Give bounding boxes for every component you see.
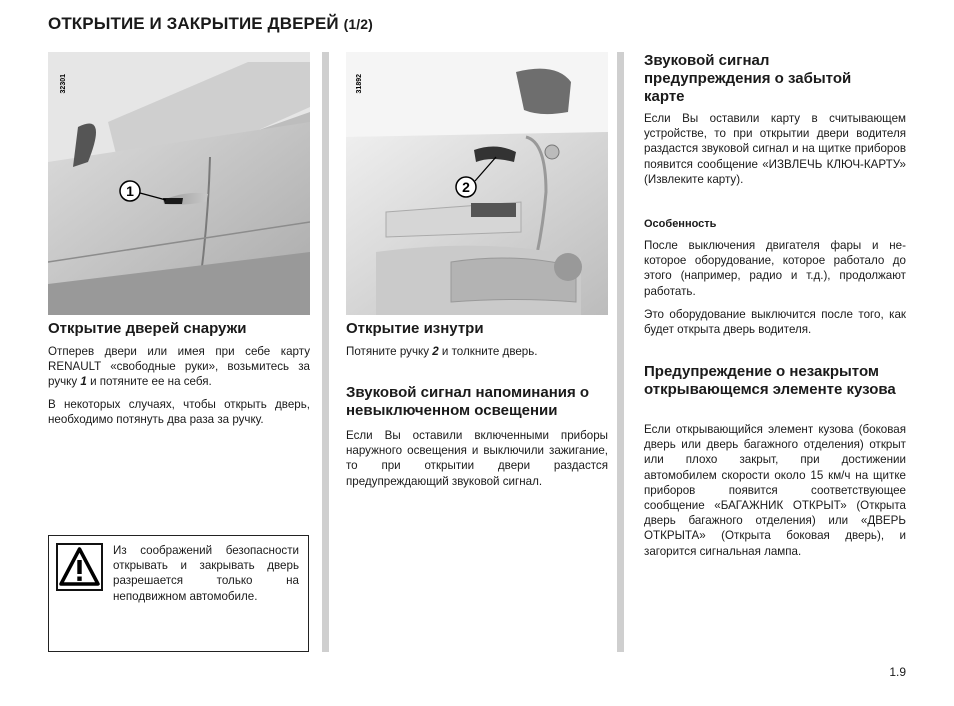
section-heading: Звуковой сигнал предупреждения о забытой карте — [644, 52, 852, 105]
paragraph-text: и толкните дверь. — [441, 345, 538, 358]
callout-reference: 2 — [432, 345, 439, 358]
exterior-door-photo — [48, 52, 310, 315]
paragraph: Если открывающийся элемент кузова (боковая дверь или дверь багажного отделения) открыт или плохо закрыт, при достижении автомобилем скорости около 15 км/ч на щитке приборов появится соответствующее сообщение «БАГАЖНИК ОТКРЫТ» (Открыта дверь багажного отделения) или «ДВЕРЬ ОТКРЫТА» (Открыта боковая дверь), и загорится сигнальная лампа. — [644, 423, 906, 558]
warning-box — [48, 535, 309, 652]
paragraph — [48, 344, 310, 390]
paragraph: В некоторых случаях, чтобы открыть дверь, необходимо потянуть два раза за ручку. — [48, 398, 310, 427]
warning-triangle-icon — [56, 543, 103, 591]
paragraph: После выключения двигателя фары и некоторое оборудование, которое работало до этого (например, радио и т.д.), продолжают работать. — [644, 239, 906, 298]
figure-code: 32301 — [60, 74, 67, 94]
section-heading: Предупреждение о незакрытом открывающемся элементе кузова — [644, 363, 896, 398]
warning-text: Из соображений безопасности открывать и закрывать дверь разрешается только на неподвижном автомобиле. — [113, 544, 299, 603]
title-part: (1/2) — [343, 16, 373, 32]
callout-2: 2 — [462, 179, 470, 195]
figure-code: 31892 — [356, 74, 363, 94]
page-number: 1.9 — [889, 665, 906, 679]
paragraph-text: и потяните ее на себя. — [90, 375, 212, 389]
section-heading: Открытие дверей снаружи — [48, 320, 247, 337]
column-separator — [617, 52, 624, 652]
section-heading: Открытие изнутри — [346, 320, 484, 337]
callout-reference: 1 — [80, 375, 87, 389]
subheading: Особенность — [644, 218, 717, 230]
callout-1: 1 — [126, 183, 134, 199]
paragraph — [346, 344, 608, 359]
paragraph: Это оборудование выключится после того, как будет открыта дверь водителя. — [644, 308, 906, 337]
column-separator — [322, 52, 329, 652]
title-text: ОТКРЫТИЕ И ЗАКРЫТИЕ ДВЕРЕЙ — [48, 14, 339, 33]
paragraph: Если Вы оставили включенными приборы наружного освещения и выключили зажигание, то при открытии двери раздастся предупреждающий звуковой сигнал. — [346, 429, 608, 488]
paragraph-text: Потяните ручку — [346, 345, 429, 358]
page-title — [48, 14, 373, 34]
paragraph: Если Вы оставили карту в считывающем устройстве, то при открытии двери водителя раздастся звуковой сигнал и на щитке приборов появится сообщение «ИЗВЛЕЧЬ КЛЮЧ-КАРТУ» (Извлеките карту). — [644, 112, 906, 186]
paragraph-text: Отперев двери или имея при себе карту RENAULT «свободные руки», возьмитесь за ручку — [48, 345, 310, 389]
interior-door-photo — [346, 52, 608, 315]
section-heading: Звуковой сигнал напоминания о невыключенном освещении — [346, 384, 590, 419]
